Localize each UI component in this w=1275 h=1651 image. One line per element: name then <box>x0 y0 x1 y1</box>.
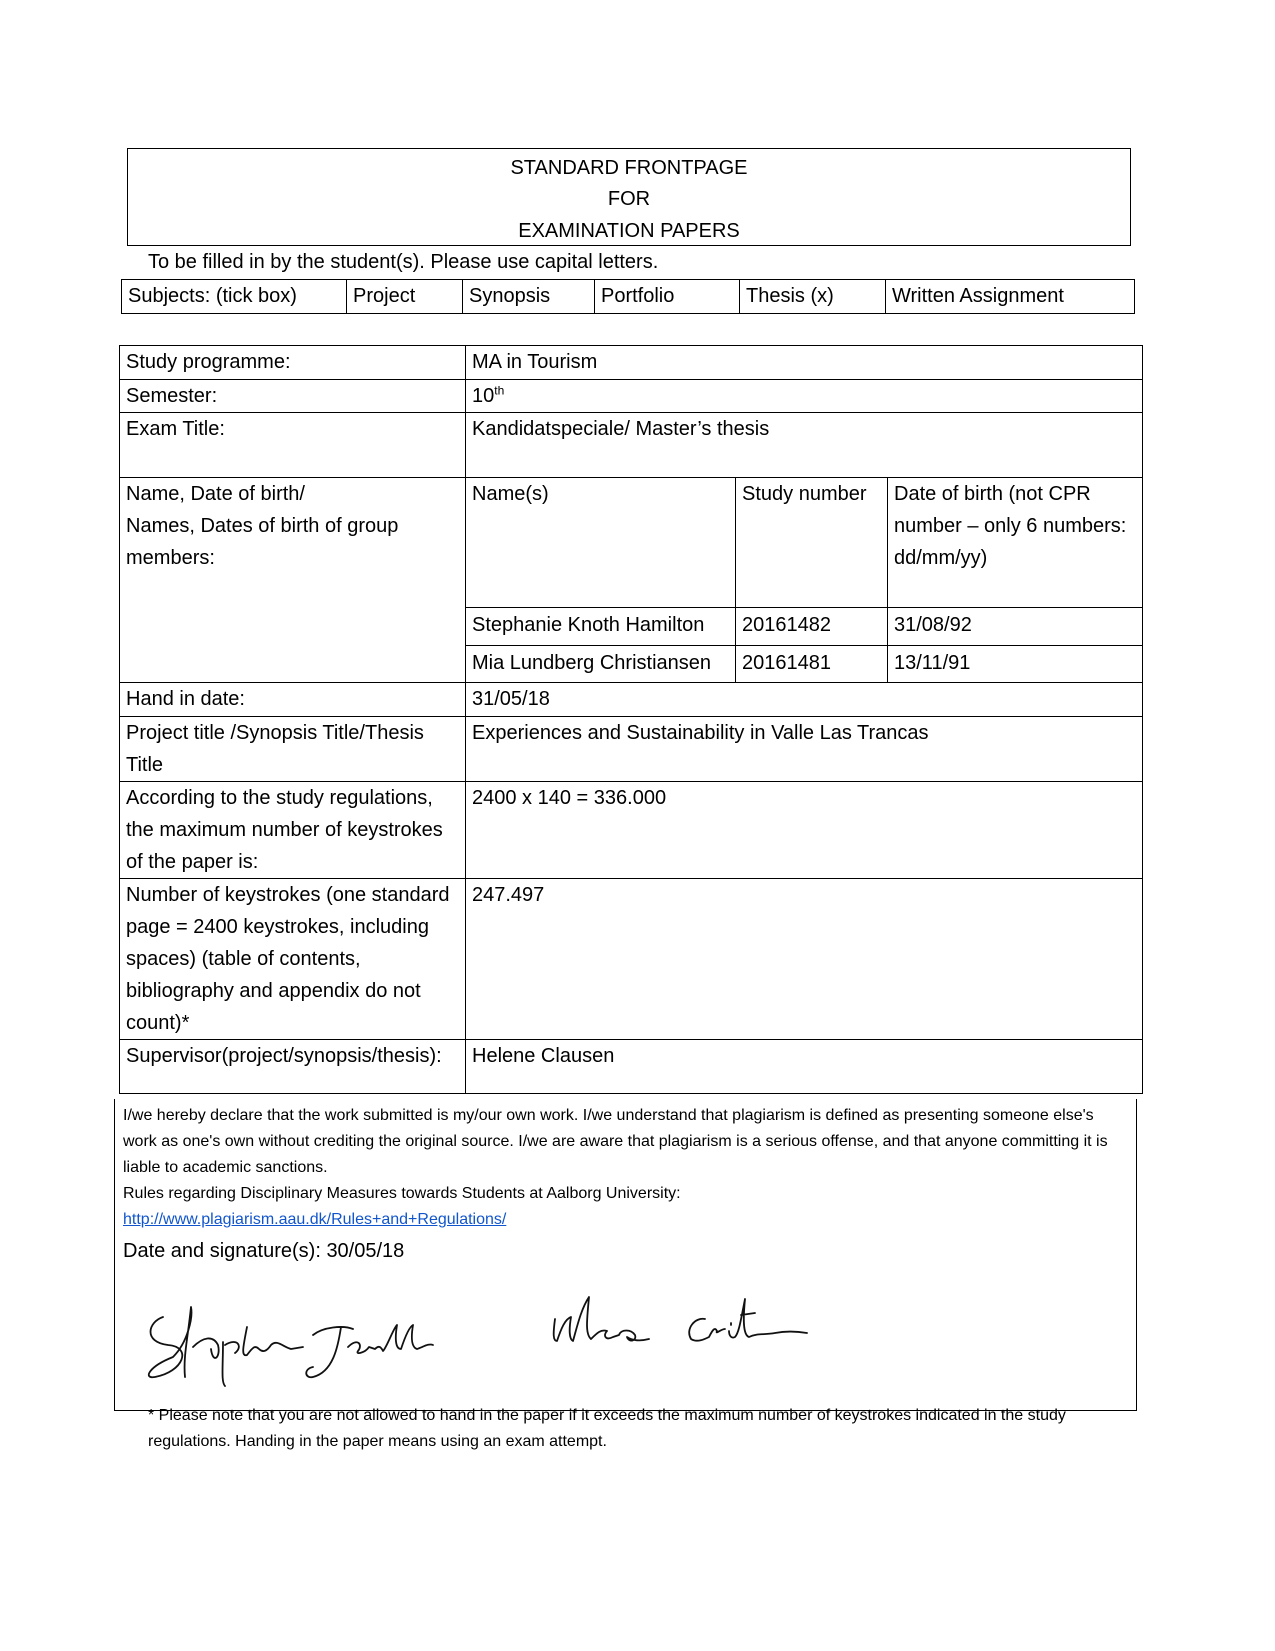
signature-stephanie <box>143 1287 443 1387</box>
member-1-study-number[interactable]: 20161482 <box>736 608 888 646</box>
study-programme-label: Study programme: <box>120 346 466 380</box>
semester-value[interactable] <box>466 380 1143 413</box>
max-keystrokes-value[interactable]: 2400 x 140 = 336.000 <box>466 782 1143 879</box>
header-line-1: STANDARD FRONTPAGE <box>510 157 748 179</box>
subject-thesis[interactable]: Thesis (x) <box>740 280 886 314</box>
member-2-study-number[interactable]: 20161481 <box>736 646 888 683</box>
supervisor-value[interactable]: Helene Clausen <box>466 1040 1143 1094</box>
subject-synopsis[interactable]: Synopsis <box>463 280 595 314</box>
col-header-study-number: Study number <box>736 478 888 608</box>
footnote-text: * Please note that you are not allowed to hand in the paper if it exceeds the maximum number of keystrokes indicated in the study regulations. Handing in the paper means using an exam attempt. <box>148 1407 1066 1450</box>
semester-suffix: th <box>494 383 505 398</box>
names-label-line-2: Names, Dates of birth of group members: <box>126 515 399 569</box>
subject-portfolio[interactable]: Portfolio <box>595 280 740 314</box>
semester-number: 10 <box>472 385 495 407</box>
col-header-names: Name(s) <box>466 478 736 608</box>
study-programme-value[interactable]: MA in Tourism <box>466 346 1143 380</box>
member-1-name[interactable]: Stephanie Knoth Hamilton <box>466 608 736 646</box>
exam-title-value[interactable]: Kandidatspeciale/ Master’s thesis <box>466 413 1143 478</box>
signature-mia <box>545 1279 835 1369</box>
rules-link-wrap <box>123 1207 1128 1233</box>
header-box <box>127 148 1131 246</box>
subject-written-assignment[interactable]: Written Assignment <box>886 280 1135 314</box>
member-2-name[interactable]: Mia Lundberg Christiansen <box>466 646 736 683</box>
declaration-text: I/we hereby declare that the work submitted is my/our own work. I/we understand that plagiarism is defined as presenting someone else's work as one's own without crediting the original source. I/we are aware that plagiarism is a serious offense, and that anyone committing it is liable to academic sanctions. <box>123 1107 1108 1176</box>
hand-in-date-value[interactable]: 31/05/18 <box>466 683 1143 717</box>
col-header-dob: Date of birth (not CPR number – only 6 numbers: dd/mm/yy) <box>888 478 1143 608</box>
header-line-2: FOR <box>607 188 651 210</box>
subjects-label: Subjects: (tick box) <box>122 280 347 314</box>
semester-label: Semester: <box>120 380 466 413</box>
names-label-cell <box>120 478 466 683</box>
project-title-value[interactable]: Experiences and Sustainability in Valle Las Trancas <box>466 717 1143 782</box>
instruction-text: To be filled in by the student(s). Please use capital letters. <box>148 251 659 273</box>
keystrokes-value[interactable]: 247.497 <box>466 879 1143 1040</box>
rules-line: Rules regarding Disciplinary Measures towards Students at Aalborg University: <box>123 1185 681 1202</box>
main-form-table <box>119 345 1143 1094</box>
member-2-dob[interactable]: 13/11/91 <box>888 646 1143 683</box>
max-keystrokes-label: According to the study regulations, the maximum number of keystrokes of the paper is: <box>120 782 466 879</box>
supervisor-label: Supervisor(project/synopsis/thesis): <box>120 1040 466 1094</box>
member-1-dob[interactable]: 31/08/92 <box>888 608 1143 646</box>
subjects-table <box>121 279 1135 314</box>
date-signature-line: Date and signature(s): 30/05/18 <box>123 1240 405 1262</box>
rules-link[interactable]: http://www.plagiarism.aau.dk/Rules+and+Regulations/ <box>123 1211 507 1228</box>
hand-in-date-label: Hand in date: <box>120 683 466 717</box>
declaration-box <box>114 1099 1137 1411</box>
project-title-label: Project title /Synopsis Title/Thesis Title <box>120 717 466 782</box>
names-label-line-1: Name, Date of birth/ <box>126 483 305 505</box>
subject-project[interactable]: Project <box>347 280 463 314</box>
exam-title-label: Exam Title: <box>120 413 466 478</box>
keystrokes-label: Number of keystrokes (one standard page = 2400 keystrokes, including spaces) (table of contents, bibliography and appendix do not count)* <box>120 879 466 1040</box>
header-line-3: EXAMINATION PAPERS <box>518 220 740 242</box>
